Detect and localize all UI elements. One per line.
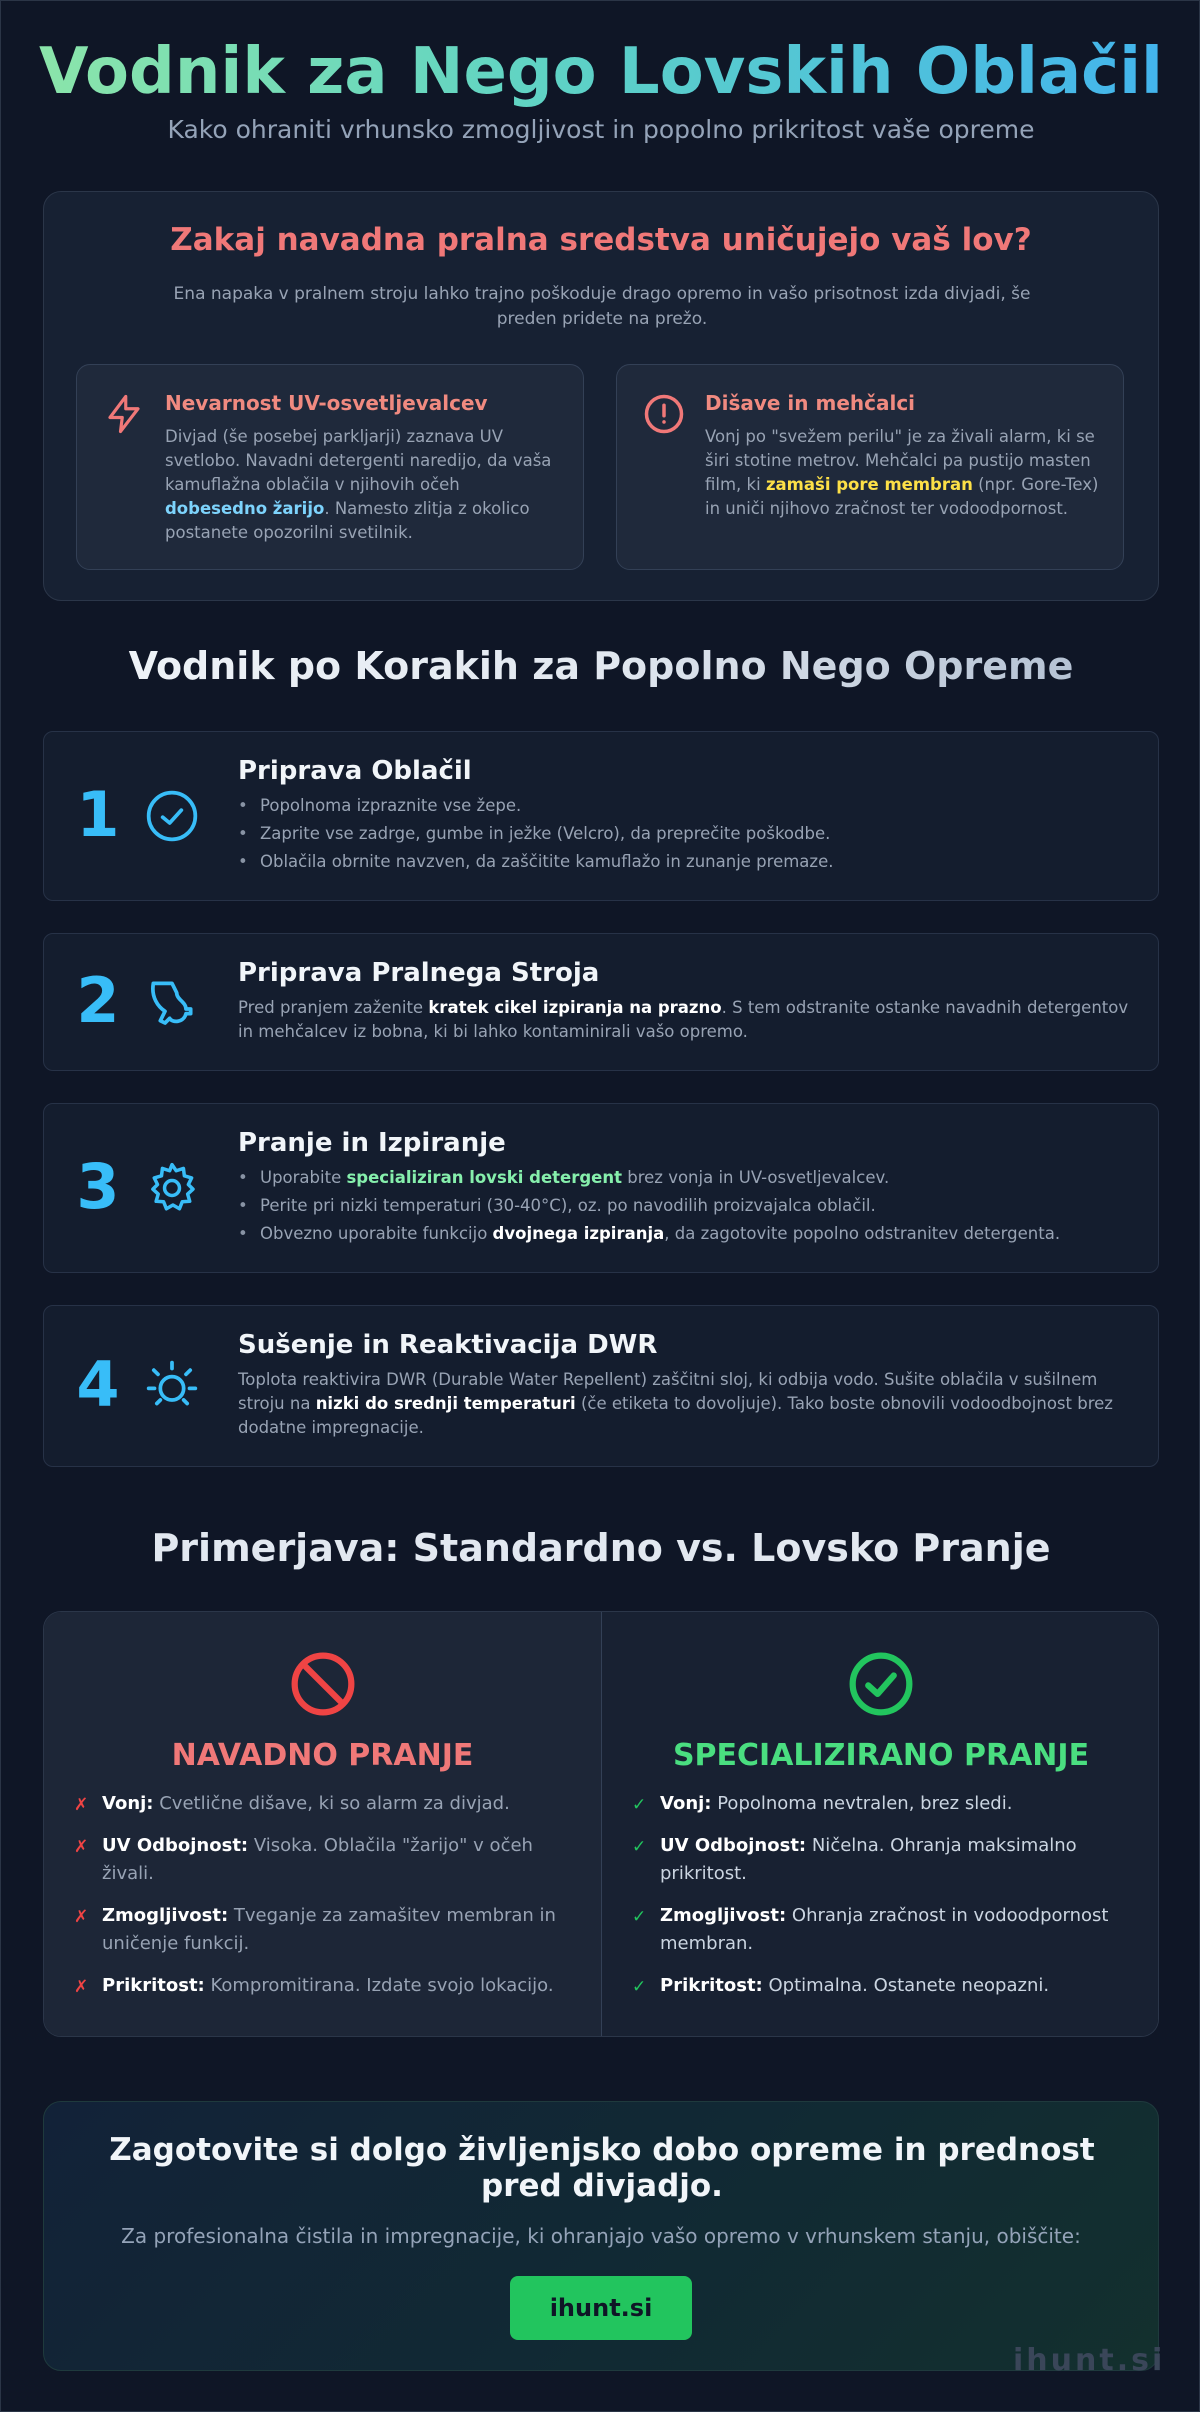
page-subtitle: Kako ohraniti vrhunsko zmogljivost in popolno prikritost vaše opreme bbox=[167, 115, 1035, 144]
why-intro: Ena napaka v pralnem stroju lahko trajno poškoduje drago opremo in vašo prisotnost izda divjadi, še preden pridete na prežo. bbox=[173, 284, 1031, 329]
step-title: Priprava Pralnega Stroja bbox=[238, 958, 600, 988]
uv-danger-title: Nevarnost UV-osvetljevalcev bbox=[165, 391, 488, 415]
check-circle-icon bbox=[847, 1650, 915, 1718]
watermark: ihunt.si bbox=[1013, 2343, 1166, 2378]
uv-highlight: dobesedno žarijo bbox=[165, 499, 325, 518]
uv-danger-card bbox=[76, 364, 584, 570]
step-list bbox=[238, 792, 833, 876]
check-icon: ✓ bbox=[632, 1837, 647, 1857]
step-text: Toplota reaktivira DWR (Durable Water Repellent) zaščitni sloj, ki odbija vodo. Sušite oblačila v sušilnem stroju na nizki do srednji temperaturi (če etiketa to dovoljuje). Tako boste obnovili vodoodbojnost brez dodatne impregnacije. bbox=[238, 1370, 1113, 1437]
step-title: Sušenje in Reaktivacija DWR bbox=[238, 1330, 658, 1360]
step-title: Pranje in Izpiranje bbox=[238, 1128, 506, 1158]
uv-danger-text: Divjad (še posebej parkljarji) zaznava UV svetlobo. Navadni detergenti naredijo, da vaša kamuflažna oblačila v njihovih očeh dobesedno žarijo. Namesto zlitja z okolico postanete opozorilni svetilnik. bbox=[165, 427, 552, 542]
spray-bottle-icon bbox=[144, 974, 200, 1030]
step-list bbox=[238, 1164, 1060, 1248]
list-item: ✗ Zmogljivost: Tveganje za zamašitev membran in uničenje funkcij. bbox=[74, 1905, 556, 1954]
step-card-2 bbox=[43, 933, 1159, 1071]
cta-text: Za profesionalna čistila in impregnacije, ki ohranjajo vašo opremo v vrhunskem stanju, obiščite: bbox=[121, 2224, 1081, 2248]
step-card-1 bbox=[43, 731, 1159, 901]
list-item: ✓ UV Odbojnost: Ničelna. Ohranja maksimalno prikritost. bbox=[632, 1835, 1077, 1884]
cross-icon: ✗ bbox=[74, 1977, 89, 1997]
visit-website-button[interactable]: ihunt.si bbox=[510, 2276, 692, 2340]
cta-section bbox=[43, 2101, 1159, 2371]
cross-icon: ✗ bbox=[74, 1795, 89, 1815]
check-circle-icon bbox=[144, 788, 200, 844]
why-title: Zakaj navadna pralna sredstva uničujejo vaš lov? bbox=[170, 222, 1032, 258]
scent-danger-title: Dišave in mehčalci bbox=[705, 391, 916, 415]
list-item: • Uporabite specializiran lovski detergent brez vonja in UV-osvetljevalcev. bbox=[238, 1164, 1060, 1192]
gear-icon bbox=[144, 1160, 200, 1216]
specialized-wash-heading: SPECIALIZIRANO PRANJE bbox=[672, 1738, 1090, 1773]
page-header bbox=[1, 31, 1200, 144]
specialized-wash-list bbox=[632, 1790, 1132, 2014]
list-item: • Zaprite vse zadrge, gumbe in ježke (Velcro), da preprečite poškodbe. bbox=[238, 820, 833, 848]
alert-circle-icon bbox=[643, 393, 685, 435]
steps-title: Vodnik po Korakih za Popolno Nego Opreme bbox=[1, 644, 1200, 688]
check-icon: ✓ bbox=[632, 1795, 647, 1815]
check-icon: ✓ bbox=[632, 1907, 647, 1927]
standard-wash-column bbox=[44, 1612, 602, 2036]
cross-icon: ✗ bbox=[74, 1907, 89, 1927]
list-item: ✗ Prikritost: Kompromitirana. Izdate svojo lokacijo. bbox=[74, 1972, 574, 2000]
list-item: • Popolnoma izpraznite vse žepe. bbox=[238, 792, 833, 820]
step-highlight: kratek cikel izpiranja na prazno bbox=[428, 998, 722, 1017]
step-text: Pred pranjem zaženite kratek cikel izpiranja na prazno. S tem odstranite ostanke navadnih detergentov in mehčalcev iz bobna, ki bi lahko kontaminirali vašo opremo. bbox=[238, 998, 1129, 1041]
step-highlight: nizki do srednji temperaturi bbox=[315, 1394, 576, 1413]
step-number: 2 bbox=[76, 964, 120, 1037]
step-highlight: specializiran lovski detergent bbox=[346, 1168, 622, 1187]
list-item: ✓ Vonj: Popolnoma nevtralen, brez sledi. bbox=[632, 1790, 1132, 1818]
list-item: • Oblačila obrnite navzven, da zaščitite kamuflažo in zunanje premaze. bbox=[238, 848, 833, 876]
list-item: • Obvezno uporabite funkcijo dvojnega izpiranja, da zagotovite popolno odstranitev detergenta. bbox=[238, 1220, 1060, 1248]
scent-danger-text: Vonj po "svežem perilu" je za živali alarm, ki se širi stotine metrov. Mehčalci pa pustijo masten film, ki zamaši pore membran (npr. Gore-Tex) in uniči njihovo zračnost ter vodoodpornost. bbox=[705, 427, 1099, 518]
sun-icon bbox=[144, 1358, 200, 1414]
step-number: 4 bbox=[76, 1348, 120, 1421]
comparison-table bbox=[43, 1611, 1159, 2037]
specialized-wash-column bbox=[602, 1612, 1159, 2036]
lightning-icon bbox=[103, 393, 145, 435]
cross-icon: ✗ bbox=[74, 1837, 89, 1857]
list-item: ✗ UV Odbojnost: Visoka. Oblačila "žarijo" v očeh živali. bbox=[74, 1835, 533, 1884]
list-item: • Perite pri nizki temperaturi (30-40°C), oz. po navodilih proizvajalca oblačil. bbox=[238, 1192, 1060, 1220]
standard-wash-list bbox=[74, 1790, 574, 2014]
list-item: ✓ Prikritost: Optimalna. Ostanete neopazni. bbox=[632, 1972, 1132, 2000]
check-icon: ✓ bbox=[632, 1977, 647, 1997]
step-highlight: dvojnega izpiranja bbox=[492, 1224, 665, 1243]
scent-highlight: zamaši pore membran bbox=[765, 475, 973, 494]
page-title: Vodnik za Nego Lovskih Oblačil bbox=[1, 31, 1200, 113]
cta-title: Zagotovite si dolgo življenjsko dobo opreme in prednost pred divjadjo. bbox=[109, 2132, 1095, 2204]
prohibited-icon bbox=[289, 1650, 357, 1718]
step-number: 1 bbox=[76, 778, 120, 851]
comparison-title: Primerjava: Standardno vs. Lovsko Pranje bbox=[151, 1526, 1051, 1570]
list-item: ✓ Zmogljivost: Ohranja zračnost in vodoodpornost membran. bbox=[632, 1905, 1109, 1954]
why-card bbox=[43, 191, 1159, 601]
scent-danger-card bbox=[616, 364, 1124, 570]
list-item: ✗ Vonj: Cvetlične dišave, ki so alarm za divjad. bbox=[74, 1790, 574, 1818]
standard-wash-heading: NAVADNO PRANJE bbox=[171, 1738, 474, 1773]
step-card-4 bbox=[43, 1305, 1159, 1467]
step-number: 3 bbox=[76, 1150, 120, 1223]
step-card-3 bbox=[43, 1103, 1159, 1273]
step-title: Priprava Oblačil bbox=[238, 756, 472, 786]
